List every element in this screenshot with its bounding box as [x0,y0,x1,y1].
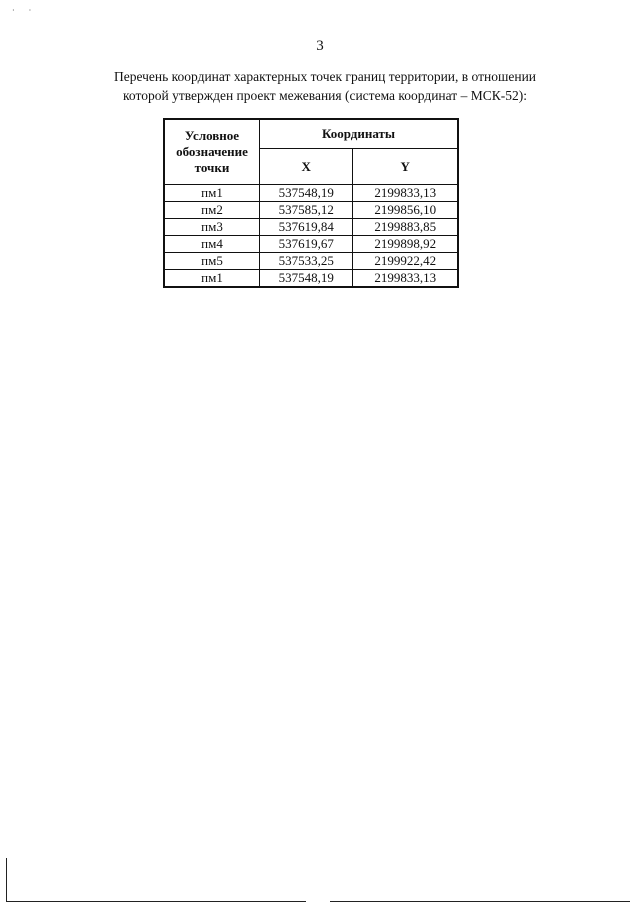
cell-x: 537533,25 [260,253,353,270]
cell-point: пм3 [164,219,260,236]
table-row [164,219,458,236]
cell-y: 2199883,85 [353,219,458,236]
cell-y: 2199833,13 [353,270,458,288]
heading-line-1: Перечень координат характерных точек границ территории, в отношении [113,69,537,84]
page-number: 3 [316,38,324,54]
cell-y: 2199898,92 [353,236,458,253]
table-row [164,202,458,219]
cell-point: пм1 [164,185,260,202]
coordinates-table [163,118,459,288]
table-row [164,185,458,202]
header-y: Y [353,149,458,185]
cell-x: 537619,84 [260,219,353,236]
scan-marks: · · [12,6,32,15]
cell-point: пм2 [164,202,260,219]
header-coordinates: Координаты [260,119,459,149]
scan-edge-bottom-left [6,901,306,902]
cell-point: пм4 [164,236,260,253]
cell-x: 537548,19 [260,185,353,202]
page-heading [80,67,570,105]
cell-x: 537585,12 [260,202,353,219]
cell-point: пм5 [164,253,260,270]
header-x: X [260,149,353,185]
table-row [164,270,458,288]
cell-x: 537548,19 [260,270,353,288]
cell-y: 2199922,42 [353,253,458,270]
cell-y: 2199856,10 [353,202,458,219]
table-row [164,236,458,253]
cell-y: 2199833,13 [353,185,458,202]
cell-x: 537619,67 [260,236,353,253]
scan-edge-bottom-right [330,901,630,902]
cell-point: пм1 [164,270,260,288]
header-point-designation: Условное обозначение точки [164,119,260,185]
table-row [164,253,458,270]
heading-line-2: которой утвержден проект межевания (система координат – МСК-52): [123,88,527,103]
scan-edge-left [6,858,7,902]
